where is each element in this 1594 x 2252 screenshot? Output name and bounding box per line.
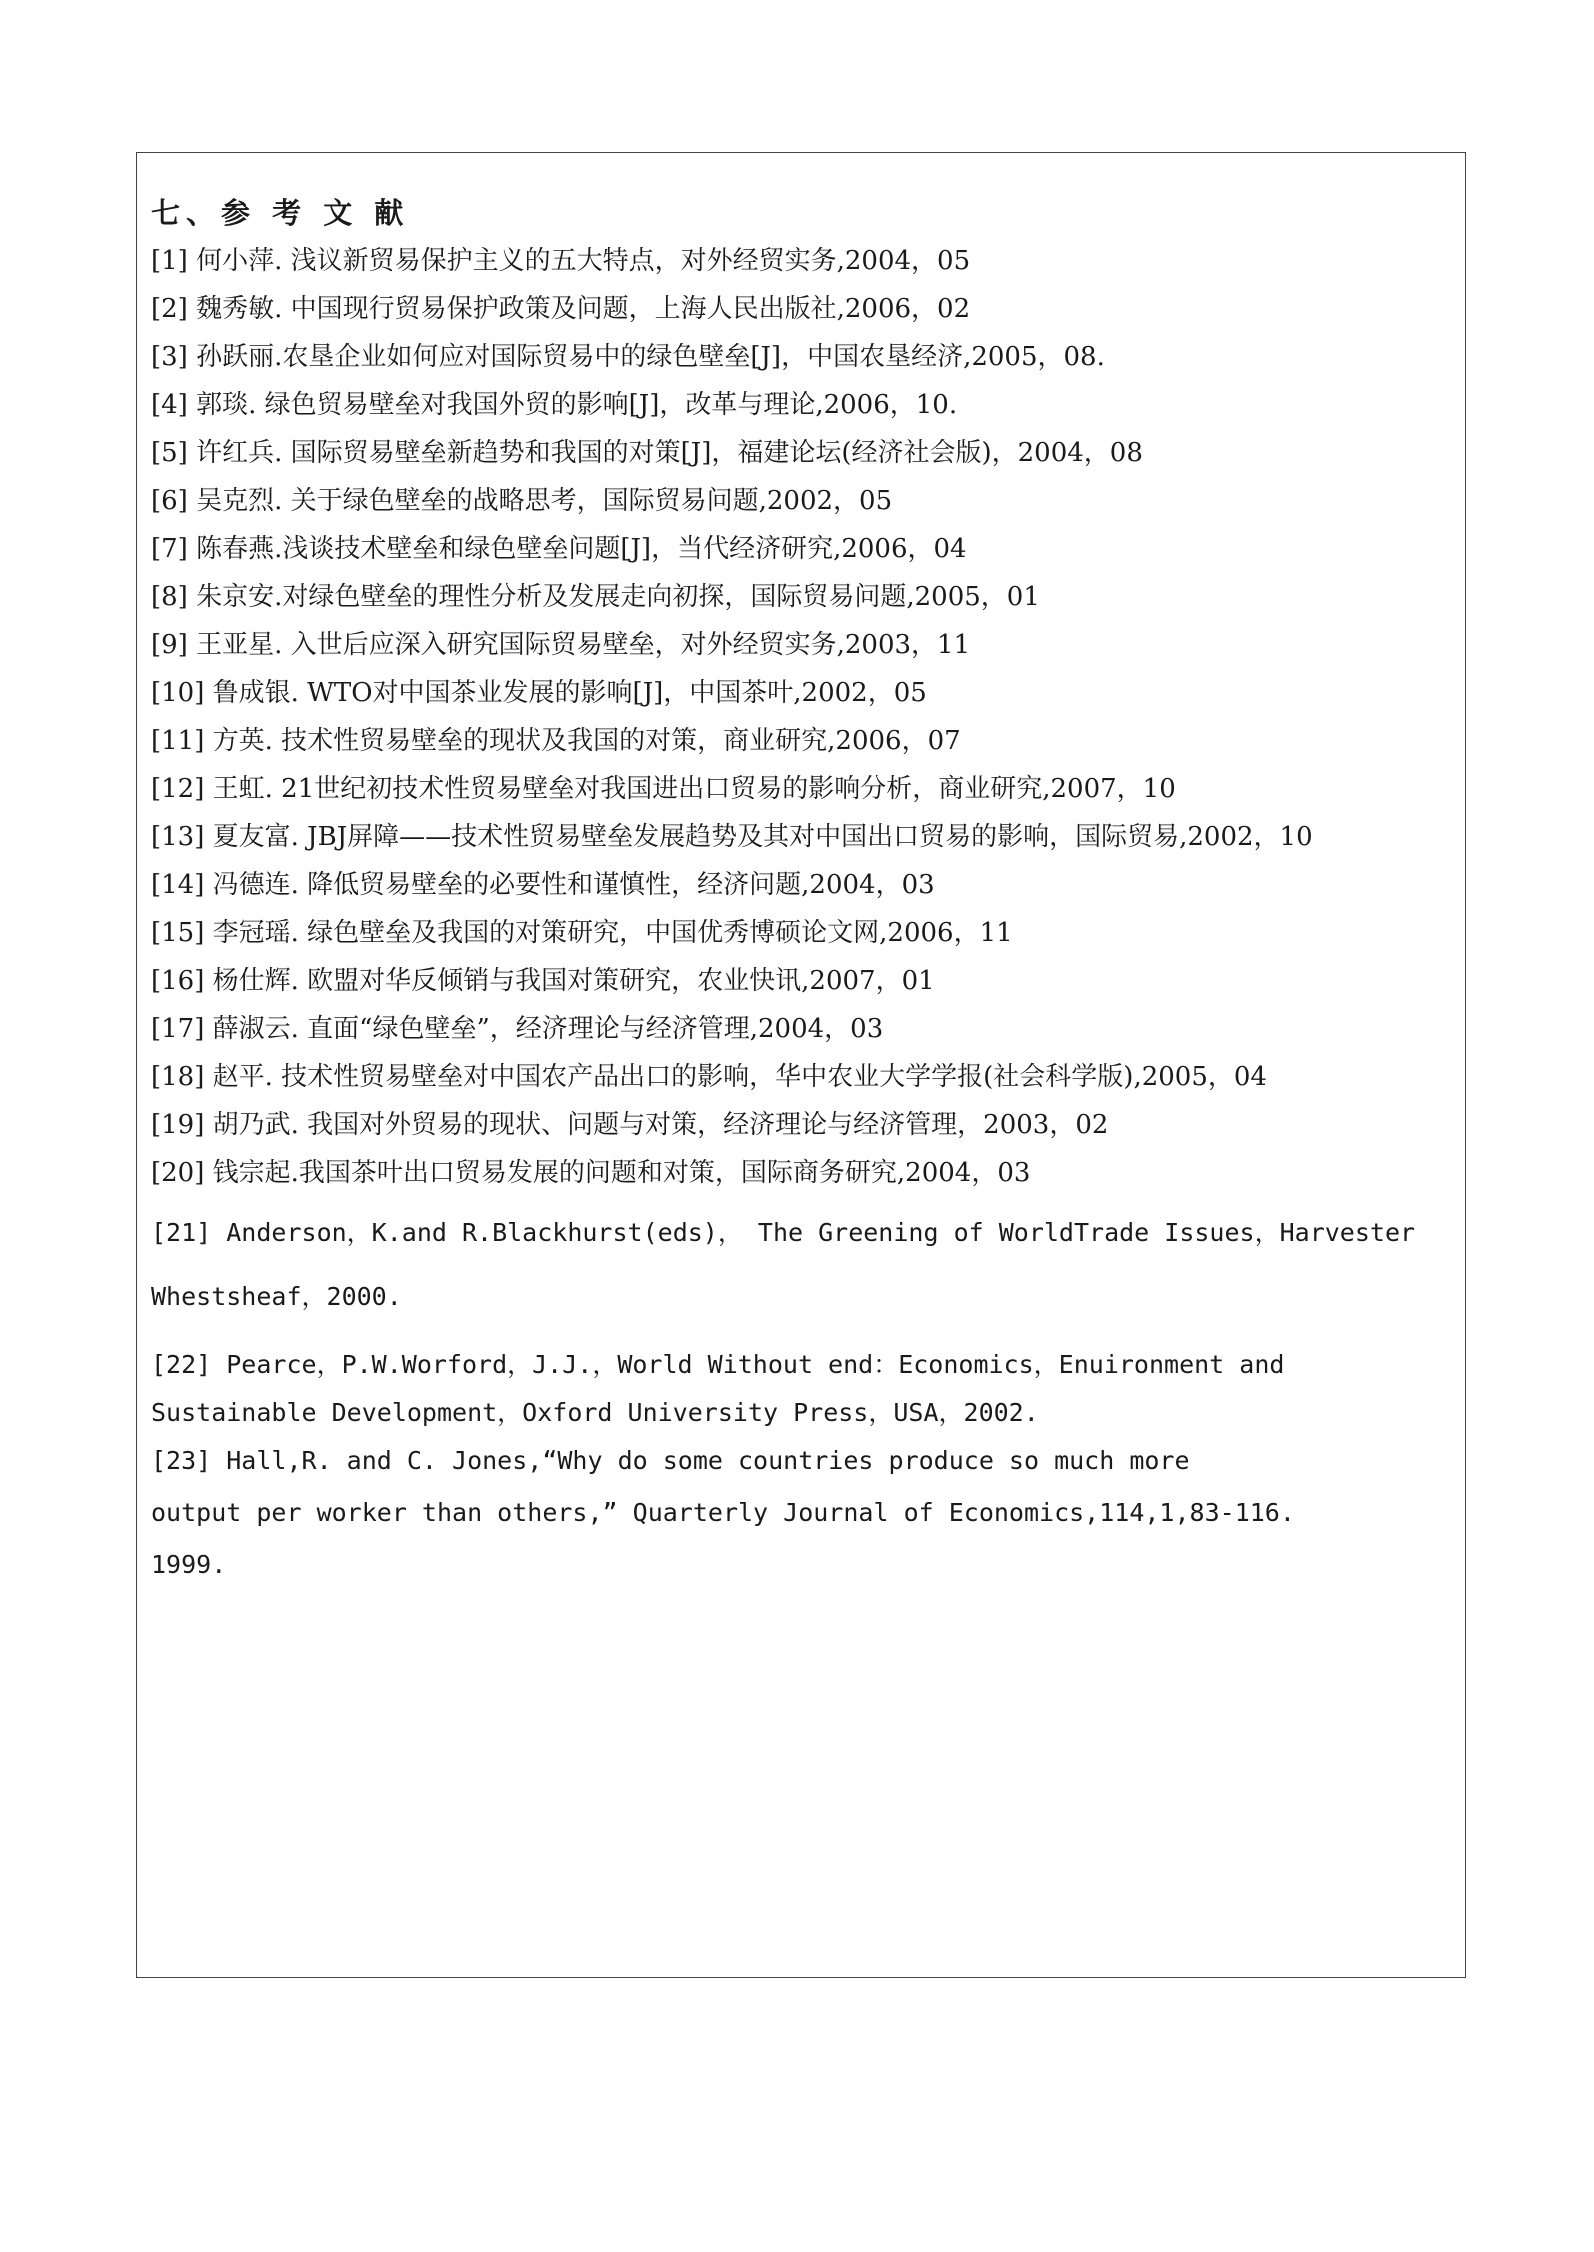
reference-17: [17] 薛淑云. 直面“绿色壁垒”，经济理论与经济管理,2004，03 bbox=[151, 1014, 884, 1044]
references-frame bbox=[136, 152, 1466, 1978]
reference-15: [15] 李冠瑶. 绿色壁垒及我国的对策研究，中国优秀博硕论文网,2006，11 bbox=[151, 918, 1013, 948]
reference-23 bbox=[151, 1437, 1451, 1589]
reference-13: [13] 夏友富. JBJ屏障——技术性贸易壁垒发展趋势及其对中国出口贸易的影响，国际贸易,2002，10 bbox=[151, 822, 1313, 852]
reference-6: [6] 吴克烈. 关于绿色壁垒的战略思考，国际贸易问题,2002，05 bbox=[151, 486, 893, 516]
reference-18: [18] 赵平. 技术性贸易壁垒对中国农产品出口的影响，华中农业大学学报(社会科学版),2005，04 bbox=[151, 1062, 1267, 1092]
reference-5: [5] 许红兵. 国际贸易壁垒新趋势和我国的对策[J]，福建论坛(经济社会版)，2004，08 bbox=[151, 438, 1143, 468]
reference-9: [9] 王亚星. 入世后应深入研究国际贸易壁垒，对外经贸实务,2003，11 bbox=[151, 630, 971, 660]
reference-16: [16] 杨仕辉. 欧盟对华反倾销与我国对策研究，农业快讯,2007，01 bbox=[151, 966, 935, 996]
reference-7: [7] 陈春燕.浅谈技术壁垒和绿色壁垒问题[J]，当代经济研究,2006，04 bbox=[151, 534, 967, 564]
reference-23-line-3: 1999. bbox=[151, 1550, 227, 1579]
reference-10: [10] 鲁成银. WTO对中国茶业发展的影响[J]，中国茶叶,2002，05 bbox=[151, 678, 927, 708]
reference-3: [3] 孙跃丽.农垦企业如何应对国际贸易中的绿色壁垒[J]，中国农垦经济,2005，08. bbox=[151, 342, 1105, 372]
reference-23-line-1: [23] Hall,R. and C. Jones,“Why do some countries produce so much more bbox=[151, 1446, 1190, 1475]
reference-11: [11] 方英. 技术性贸易壁垒的现状及我国的对策，商业研究,2006，07 bbox=[151, 726, 961, 756]
reference-14: [14] 冯德连. 降低贸易壁垒的必要性和谨慎性，经济问题,2004，03 bbox=[151, 870, 935, 900]
references-content bbox=[151, 193, 1451, 1589]
reference-4: [4] 郭琰. 绿色贸易壁垒对我国外贸的影响[J]，改革与理论,2006，10. bbox=[151, 390, 958, 420]
reference-1: [1] 何小萍. 浅议新贸易保护主义的五大特点，对外经贸实务,2004，05 bbox=[151, 246, 971, 276]
reference-20: [20] 钱宗起.我国茶叶出口贸易发展的问题和对策，国际商务研究,2004，03 bbox=[151, 1158, 1031, 1188]
section-title: 七、参 考 文 献 bbox=[151, 196, 410, 230]
reference-12: [12] 王虹. 21世纪初技术性贸易壁垒对我国进出口贸易的影响分析，商业研究,2007，10 bbox=[151, 774, 1176, 804]
reference-2: [2] 魏秀敏. 中国现行贸易保护政策及问题，上海人民出版社,2006，02 bbox=[151, 294, 971, 324]
reference-19: [19] 胡乃武. 我国对外贸易的现状、问题与对策，经济理论与经济管理，2003，02 bbox=[151, 1110, 1109, 1140]
reference-21: [21] Anderson，K.and R.Blackhurst(eds)， The Greening of WorldTrade Issues，Harvester Whestsheaf，2000. bbox=[151, 1218, 1416, 1311]
reference-22: [22] Pearce，P.W.Worford，J.J.，World Without end：Economics，Enuironment and Sustainable Development，Oxford University Press，USA，2002. bbox=[151, 1350, 1285, 1427]
reference-23-line-2: output per worker than others,” Quarterly Journal of Economics,114,1,83-116. bbox=[151, 1498, 1295, 1527]
reference-8: [8] 朱京安.对绿色壁垒的理性分析及发展走向初探，国际贸易问题,2005，01 bbox=[151, 582, 1040, 612]
